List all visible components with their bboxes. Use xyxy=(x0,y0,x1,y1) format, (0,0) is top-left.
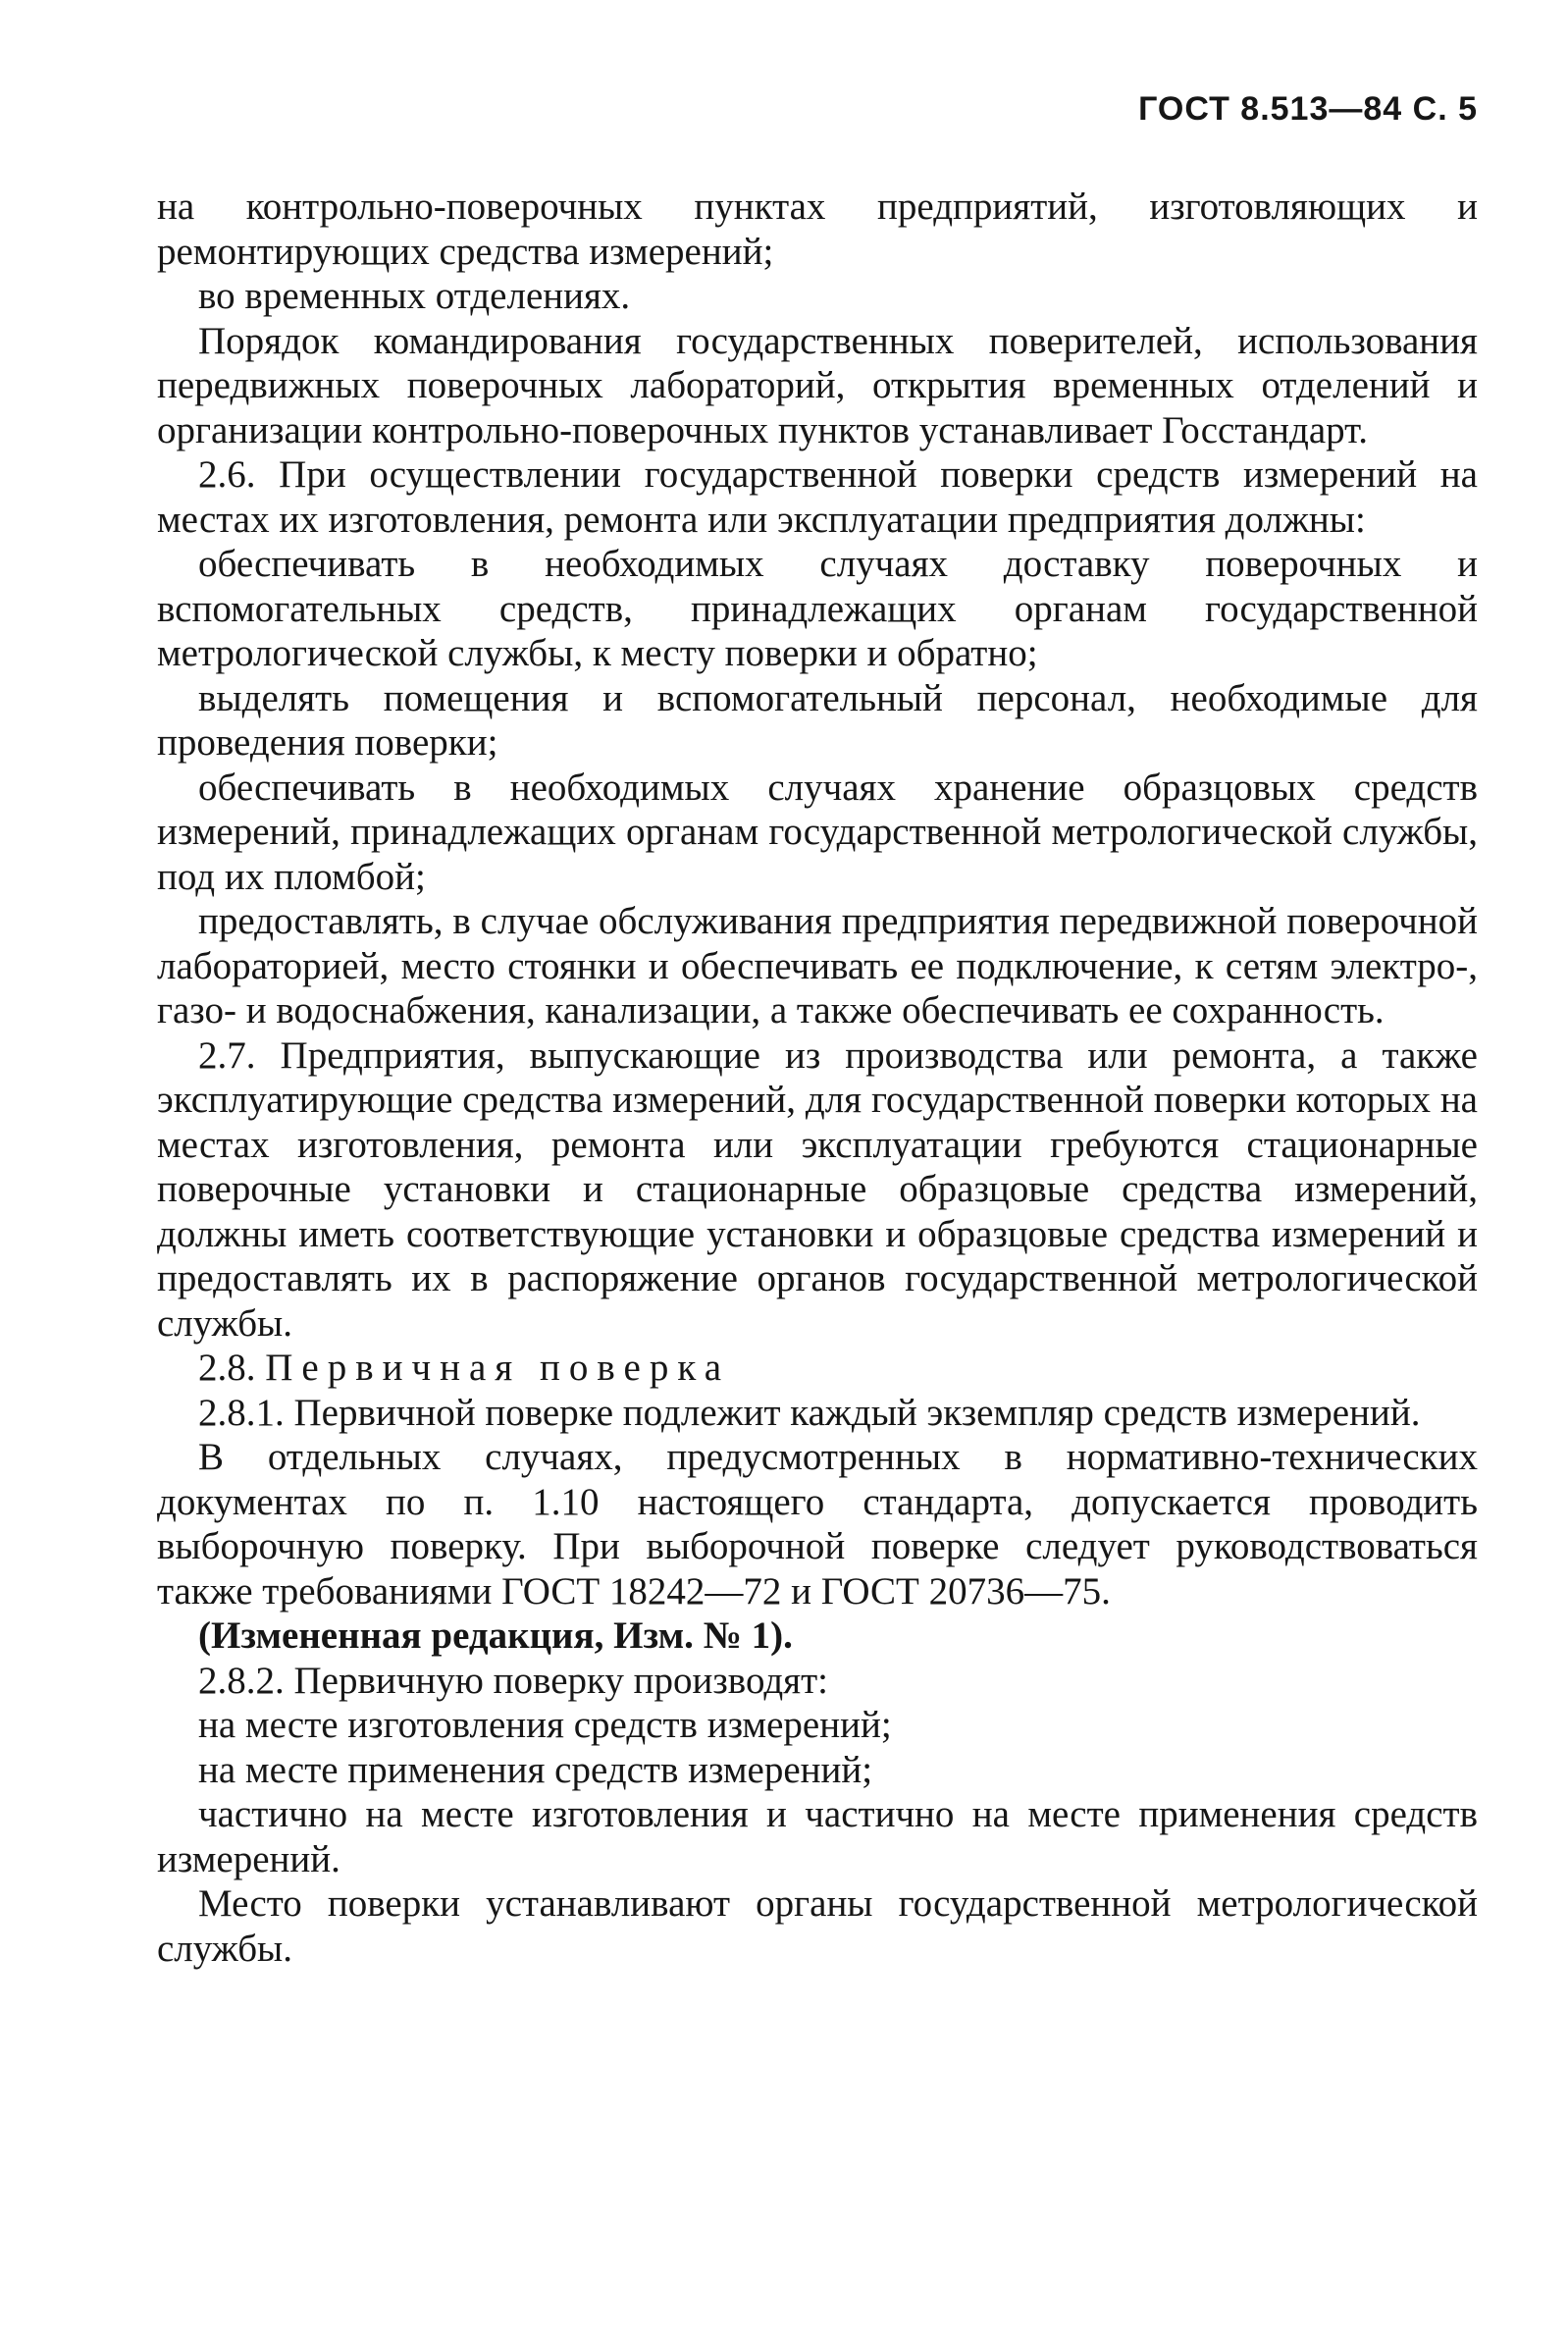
body-text xyxy=(157,185,1478,1971)
clause-2-6: 2.6. При осуществлении государственной поверки средств измерений на местах их изготовления, ремонта или эксплуатации предприятия должны: xyxy=(157,453,1478,541)
list-item: на месте применения средств измерений; xyxy=(198,1748,873,1791)
clause-2-8-2: 2.8.2. Первичную поверку производят: xyxy=(198,1659,828,1702)
paragraph: Место поверки устанавливают органы государственной метрологической службы. xyxy=(157,1882,1478,1970)
paragraph: В отдельных случаях, предусмотренных в нормативно-технических документах по п. 1.10 настоящего стандарта, допускается проводить выборочную поверку. При выборочной поверке следует руководствоваться также требованиями ГОСТ 18242—72 и ГОСТ 20736—75. xyxy=(157,1436,1478,1613)
section-heading xyxy=(157,1346,1478,1391)
paragraph: обеспечивать в необходимых случаях доставку поверочных и вспомогательных средств, принадлежащих органам государственной метрологической службы, к месту поверки и обратно; xyxy=(157,543,1478,674)
paragraph: обеспечивать в необходимых случаях хранение образцовых средств измерений, принадлежащих органам государственной метрологической службы, под их пломбой; xyxy=(157,766,1478,898)
section-title: Первичная поверка xyxy=(265,1347,731,1389)
paragraph: Порядок командирования государственных поверителей, использования передвижных поверочных лабораторий, открытия временных отделений и организации контрольно-поверочных пунктов устанавливает Госстандарт. xyxy=(157,319,1478,451)
section-number: 2.8. xyxy=(198,1347,256,1389)
paragraph: предоставлять, в случае обслуживания предприятия передвижной поверочной лабораторией, место стоянки и обеспечивать ее подключение, к сетям электро-, газо- и водоснабжения, канализации, а также обеспечивать ее сохранность. xyxy=(157,900,1478,1031)
paragraph: на контрольно-поверочных пунктах предприятий, изготовляющих и ремонтирующих средства измерений; xyxy=(157,185,1478,273)
amendment-note: (Измененная редакция, Изм. № 1). xyxy=(198,1614,793,1657)
list-item: частично на месте изготовления и частично на месте применения средств измерений. xyxy=(157,1793,1478,1880)
clause-2-7: 2.7. Предприятия, выпускающие из производства или ремонта, а также эксплуатирующие средства измерений, для государственной поверки которых на местах изготовления, ремонта или эксплуатации гребуются стационарные поверочные установки и стационарные образцовые средства измерений, должны иметь соответствующие установки и образцовые средства измерений и предоставлять их в распоряжение органов государственной метрологической службы. xyxy=(157,1033,1478,1345)
list-item: на месте изготовления средств измерений; xyxy=(198,1704,892,1746)
clause-2-8-1: 2.8.1. Первичной поверке подлежит каждый экземпляр средств измерений. xyxy=(198,1391,1421,1434)
paragraph: выделять помещения и вспомогательный персонал, необходимые для проведения поверки; xyxy=(157,676,1478,764)
page-header: ГОСТ 8.513—84 С. 5 xyxy=(1138,90,1478,128)
paragraph: во временных отделениях. xyxy=(198,275,631,317)
